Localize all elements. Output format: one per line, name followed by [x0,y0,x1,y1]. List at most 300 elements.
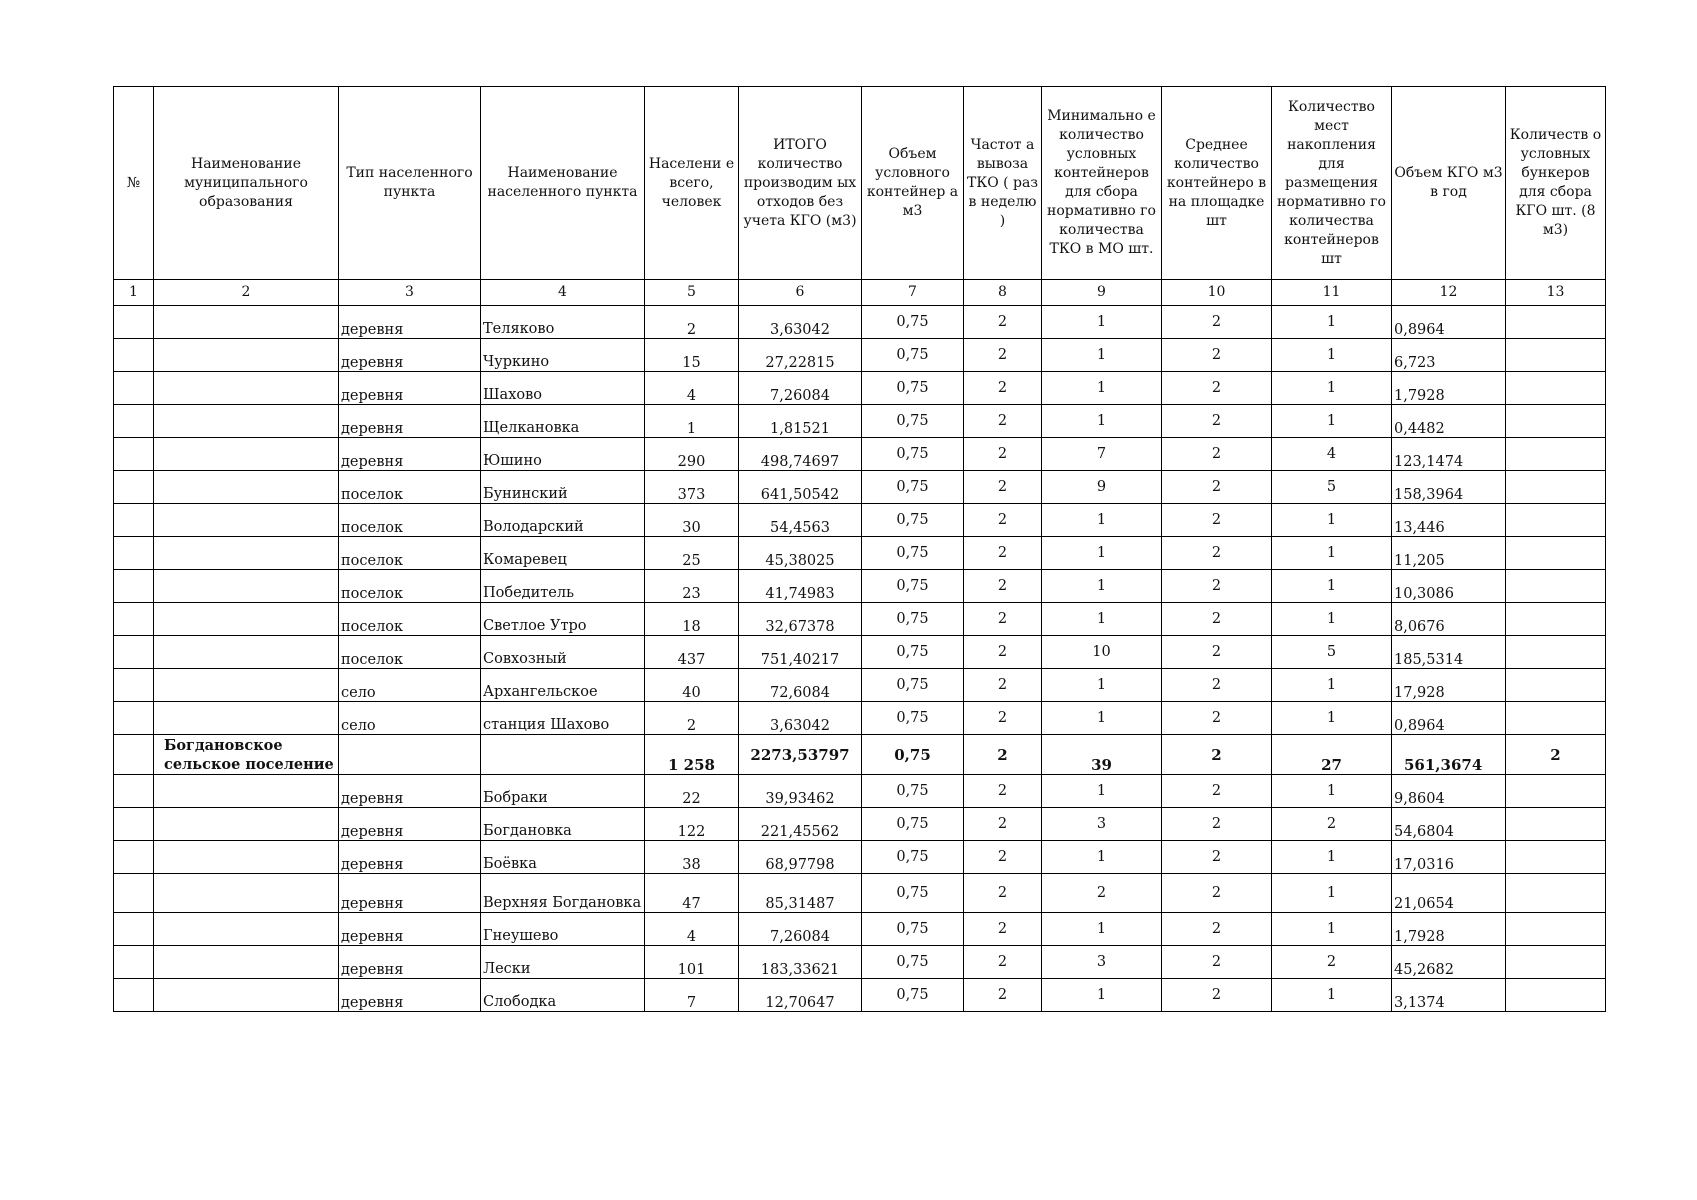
cell-population: 4 [645,372,739,405]
cell-total-waste: 183,33621 [739,946,862,979]
cell-settlement-name: Бунинский [481,471,645,504]
header-cell-container-volume: Объем условного контейнер а м3 [862,87,964,280]
cell-kgo-volume: 17,0316 [1392,841,1506,874]
cell-frequency: 2 [964,570,1042,603]
header-cell-accumulation-places: Количество мест накопления для размещения нормативно го количества контейнеров шт [1272,87,1392,280]
cell-container-volume: 0,75 [862,874,964,913]
cell-avg-containers: 2 [1162,537,1272,570]
cell-accumulation-places: 1 [1272,372,1392,405]
header-cell-kgo-bunkers: Количеств о условных бункеров для сбора КГО шт. (8 м3) [1506,87,1606,280]
cell-total-waste: 32,67378 [739,603,862,636]
cell-min-containers: 1 [1042,702,1162,735]
cell-avg-containers: 2 [1162,775,1272,808]
cell-avg-containers: 2 [1162,669,1272,702]
cell-total-waste: 221,45562 [739,808,862,841]
cell-kgo-bunkers [1506,874,1606,913]
cell-number [114,636,154,669]
cell-kgo-volume: 158,3964 [1392,471,1506,504]
cell-min-containers: 2 [1042,874,1162,913]
cell-min-containers: 3 [1042,946,1162,979]
cell-number [114,913,154,946]
cell-container-volume: 0,75 [862,979,964,1012]
cell-number [114,669,154,702]
cell-population: 101 [645,946,739,979]
cell-number [114,537,154,570]
cell-settlement-type: поселок [339,471,481,504]
cell-kgo-volume: 0,8964 [1392,306,1506,339]
cell-settlement-type: поселок [339,570,481,603]
cell-kgo-bunkers [1506,372,1606,405]
table-row [114,306,1606,339]
cell-settlement-type: село [339,702,481,735]
cell-population: 23 [645,570,739,603]
cell-frequency: 2 [964,438,1042,471]
table-row [114,669,1606,702]
cell-frequency: 2 [964,405,1042,438]
cell-number [114,471,154,504]
cell-total-waste: 7,26084 [739,913,862,946]
cell-min-containers: 1 [1042,841,1162,874]
table-row [114,808,1606,841]
cell-municipality [154,471,339,504]
cell-frequency: 2 [964,874,1042,913]
cell-avg-containers: 2 [1162,874,1272,913]
header-cell-min-containers: Минимально е количество условных контейнеров для сбора нормативно го количества ТКО в МО шт. [1042,87,1162,280]
cell-kgo-volume: 54,6804 [1392,808,1506,841]
cell-total-waste: 751,40217 [739,636,862,669]
cell-settlement-name: Совхозный [481,636,645,669]
cell-settlement-name [481,735,645,775]
table-row [114,372,1606,405]
cell-min-containers-total: 39 [1042,735,1162,775]
cell-accumulation-places: 1 [1272,504,1392,537]
cell-frequency: 2 [964,306,1042,339]
cell-municipality [154,669,339,702]
cell-settlement-type: поселок [339,537,481,570]
cell-avg-containers: 2 [1162,405,1272,438]
cell-avg-containers: 2 [1162,702,1272,735]
cell-container-volume: 0,75 [862,775,964,808]
cell-settlement-name: Шахово [481,372,645,405]
cell-kgo-volume: 13,446 [1392,504,1506,537]
cell-min-containers: 1 [1042,306,1162,339]
cell-frequency: 2 [964,504,1042,537]
cell-population: 15 [645,339,739,372]
cell-accumulation-places: 1 [1272,405,1392,438]
cell-frequency: 2 [964,946,1042,979]
cell-frequency: 2 [964,636,1042,669]
cell-settlement-name: Победитель [481,570,645,603]
cell-kgo-bunkers [1506,537,1606,570]
cell-frequency: 2 [964,603,1042,636]
cell-number [114,735,154,775]
cell-settlement-name: Теляково [481,306,645,339]
cell-accumulation-places: 1 [1272,913,1392,946]
cell-settlement-name: Юшино [481,438,645,471]
cell-min-containers: 1 [1042,570,1162,603]
cell-kgo-bunkers [1506,979,1606,1012]
header-cell-kgo-volume: Объем КГО м3 в год [1392,87,1506,280]
cell-settlement-type: деревня [339,306,481,339]
table-row [114,702,1606,735]
cell-settlement-name: Володарский [481,504,645,537]
cell-kgo-volume: 1,7928 [1392,913,1506,946]
cell-kgo-bunkers [1506,504,1606,537]
cell-municipality [154,570,339,603]
table-row [114,874,1606,913]
cell-accumulation-places: 2 [1272,946,1392,979]
cell-population: 7 [645,979,739,1012]
table-row [114,471,1606,504]
cell-accumulation-places: 5 [1272,636,1392,669]
cell-municipality [154,339,339,372]
table-row [114,438,1606,471]
cell-container-volume: 0,75 [862,841,964,874]
cell-settlement-type: село [339,669,481,702]
cell-population: 2 [645,306,739,339]
cell-min-containers: 1 [1042,913,1162,946]
cell-accumulation-places: 1 [1272,669,1392,702]
cell-container-volume: 0,75 [862,372,964,405]
cell-accumulation-places: 1 [1272,339,1392,372]
cell-population: 22 [645,775,739,808]
cell-frequency: 2 [964,735,1042,775]
cell-population: 4 [645,913,739,946]
cell-min-containers: 1 [1042,669,1162,702]
cell-accumulation-places: 1 [1272,775,1392,808]
cell-municipality [154,946,339,979]
cell-total-waste: 641,50542 [739,471,862,504]
cell-municipality [154,504,339,537]
cell-container-volume: 0,75 [862,735,964,775]
cell-municipality [154,405,339,438]
cell-kgo-bunkers [1506,669,1606,702]
cell-municipality [154,438,339,471]
cell-population: 1 [645,405,739,438]
cell-settlement-type: поселок [339,504,481,537]
cell-kgo-volume: 0,8964 [1392,702,1506,735]
cell-avg-containers: 2 [1162,570,1272,603]
cell-settlement-type: деревня [339,841,481,874]
cell-min-containers: 3 [1042,808,1162,841]
cell-avg-containers: 2 [1162,636,1272,669]
header-cell-settlement-name: Наименование населенного пункта [481,87,645,280]
cell-total-waste: 7,26084 [739,372,862,405]
table-row [114,603,1606,636]
column-number: 4 [481,280,645,306]
cell-population: 18 [645,603,739,636]
cell-min-containers: 7 [1042,438,1162,471]
cell-kgo-volume: 8,0676 [1392,603,1506,636]
cell-accumulation-places: 5 [1272,471,1392,504]
column-number-row [114,280,1606,306]
cell-frequency: 2 [964,979,1042,1012]
cell-kgo-volume: 0,4482 [1392,405,1506,438]
cell-settlement-type: поселок [339,636,481,669]
cell-total-waste: 72,6084 [739,669,862,702]
cell-frequency: 2 [964,808,1042,841]
cell-population: 373 [645,471,739,504]
cell-kgo-bunkers [1506,405,1606,438]
cell-kgo-bunkers [1506,702,1606,735]
cell-total-waste: 68,97798 [739,841,862,874]
cell-container-volume: 0,75 [862,405,964,438]
cell-min-containers: 1 [1042,339,1162,372]
header-cell-population: Населени е всего, человек [645,87,739,280]
column-number: 6 [739,280,862,306]
cell-total-waste: 27,22815 [739,339,862,372]
header-row [114,87,1606,280]
cell-kgo-volume: 11,205 [1392,537,1506,570]
cell-container-volume: 0,75 [862,438,964,471]
cell-population: 290 [645,438,739,471]
table-row [114,775,1606,808]
cell-kgo-volume: 123,1474 [1392,438,1506,471]
cell-settlement-name: Богдановка [481,808,645,841]
cell-number [114,874,154,913]
cell-accumulation-places: 2 [1272,808,1392,841]
cell-accumulation-places: 1 [1272,979,1392,1012]
cell-settlement-name: Светлое Утро [481,603,645,636]
cell-container-volume: 0,75 [862,946,964,979]
cell-avg-containers: 2 [1162,471,1272,504]
table-row [114,979,1606,1012]
cell-avg-containers: 2 [1162,946,1272,979]
cell-avg-containers: 2 [1162,372,1272,405]
cell-accumulation-places: 1 [1272,874,1392,913]
column-number: 2 [154,280,339,306]
cell-kgo-volume: 6,723 [1392,339,1506,372]
cell-total-waste: 41,74983 [739,570,862,603]
table-row [114,339,1606,372]
cell-population: 40 [645,669,739,702]
cell-municipality-name: Богдановское сельское поселение [154,735,339,775]
cell-settlement-type: деревня [339,339,481,372]
cell-number [114,808,154,841]
cell-number [114,339,154,372]
table-row [114,570,1606,603]
cell-container-volume: 0,75 [862,339,964,372]
cell-municipality [154,306,339,339]
cell-container-volume: 0,75 [862,504,964,537]
cell-min-containers: 10 [1042,636,1162,669]
cell-population: 122 [645,808,739,841]
cell-kgo-bunkers [1506,438,1606,471]
cell-min-containers: 1 [1042,537,1162,570]
cell-container-volume: 0,75 [862,471,964,504]
cell-container-volume: 0,75 [862,603,964,636]
cell-total-waste-sum: 2273,53797 [739,735,862,775]
cell-kgo-bunkers [1506,306,1606,339]
cell-container-volume: 0,75 [862,570,964,603]
cell-container-volume: 0,75 [862,702,964,735]
cell-frequency: 2 [964,775,1042,808]
cell-population-total: 1 258 [645,735,739,775]
cell-population: 437 [645,636,739,669]
cell-number [114,405,154,438]
cell-kgo-volume: 17,928 [1392,669,1506,702]
cell-settlement-name: Боёвка [481,841,645,874]
cell-municipality [154,372,339,405]
column-number: 11 [1272,280,1392,306]
cell-kgo-bunkers [1506,775,1606,808]
column-number: 9 [1042,280,1162,306]
cell-kgo-volume: 3,1374 [1392,979,1506,1012]
cell-min-containers: 1 [1042,979,1162,1012]
cell-settlement-type: деревня [339,874,481,913]
cell-avg-containers: 2 [1162,735,1272,775]
cell-container-volume: 0,75 [862,306,964,339]
cell-min-containers: 1 [1042,405,1162,438]
header-cell-avg-containers: Среднее количество контейнеро в на площадке шт [1162,87,1272,280]
table-row [114,636,1606,669]
cell-settlement-name: Верхняя Богдановка [481,874,645,913]
cell-settlement-type: деревня [339,775,481,808]
cell-population: 38 [645,841,739,874]
cell-total-waste: 85,31487 [739,874,862,913]
header-cell-municipality: Наименование муниципального образования [154,87,339,280]
cell-avg-containers: 2 [1162,504,1272,537]
cell-municipality [154,841,339,874]
cell-number [114,702,154,735]
waste-register-table [113,86,1606,1012]
cell-municipality [154,702,339,735]
cell-container-volume: 0,75 [862,636,964,669]
cell-frequency: 2 [964,372,1042,405]
cell-settlement-type: деревня [339,808,481,841]
cell-kgo-bunkers-total: 2 [1506,735,1606,775]
column-number: 10 [1162,280,1272,306]
cell-settlement-type: деревня [339,405,481,438]
cell-total-waste: 498,74697 [739,438,862,471]
cell-min-containers: 1 [1042,775,1162,808]
column-number: 8 [964,280,1042,306]
cell-frequency: 2 [964,471,1042,504]
cell-total-waste: 54,4563 [739,504,862,537]
cell-kgo-bunkers [1506,636,1606,669]
column-number: 3 [339,280,481,306]
cell-frequency: 2 [964,913,1042,946]
cell-municipality [154,979,339,1012]
cell-settlement-name: Гнеушево [481,913,645,946]
cell-population: 2 [645,702,739,735]
cell-municipality [154,636,339,669]
cell-accumulation-places: 1 [1272,702,1392,735]
cell-accumulation-places: 1 [1272,603,1392,636]
cell-municipality [154,775,339,808]
cell-container-volume: 0,75 [862,913,964,946]
cell-settlement-type: деревня [339,372,481,405]
cell-number [114,775,154,808]
cell-avg-containers: 2 [1162,841,1272,874]
cell-kgo-bunkers [1506,808,1606,841]
cell-settlement-name: Комаревец [481,537,645,570]
cell-kgo-bunkers [1506,570,1606,603]
cell-municipality [154,874,339,913]
cell-kgo-bunkers [1506,471,1606,504]
cell-min-containers: 1 [1042,372,1162,405]
column-number: 7 [862,280,964,306]
cell-total-waste: 3,63042 [739,702,862,735]
cell-settlement-name: Бобраки [481,775,645,808]
cell-kgo-bunkers [1506,913,1606,946]
cell-settlement-name: Лески [481,946,645,979]
cell-municipality [154,808,339,841]
table-row [114,405,1606,438]
header-cell-frequency: Частот а вывоза ТКО ( раз в неделю ) [964,87,1042,280]
table-body [114,306,1606,1012]
header-cell-total-waste: ИТОГО количество производим ых отходов без учета КГО (м3) [739,87,862,280]
cell-accumulation-places: 1 [1272,841,1392,874]
cell-settlement-name: Чуркино [481,339,645,372]
cell-accumulation-places: 1 [1272,570,1392,603]
cell-settlement-type: деревня [339,979,481,1012]
table-row [114,537,1606,570]
cell-number [114,438,154,471]
cell-kgo-volume: 21,0654 [1392,874,1506,913]
cell-frequency: 2 [964,339,1042,372]
cell-population: 47 [645,874,739,913]
cell-avg-containers: 2 [1162,979,1272,1012]
cell-kgo-bunkers [1506,603,1606,636]
cell-accumulation-places-total: 27 [1272,735,1392,775]
cell-total-waste: 3,63042 [739,306,862,339]
cell-settlement-type: деревня [339,438,481,471]
cell-frequency: 2 [964,702,1042,735]
table-row [114,913,1606,946]
cell-container-volume: 0,75 [862,669,964,702]
cell-kgo-bunkers [1506,946,1606,979]
cell-avg-containers: 2 [1162,438,1272,471]
cell-kgo-bunkers [1506,339,1606,372]
table-row [114,841,1606,874]
cell-accumulation-places: 4 [1272,438,1392,471]
cell-settlement-type: деревня [339,913,481,946]
cell-number [114,979,154,1012]
cell-number [114,504,154,537]
header-cell-settlement-type: Тип населенного пункта [339,87,481,280]
cell-number [114,946,154,979]
column-number: 12 [1392,280,1506,306]
header-cell-number: № [114,87,154,280]
cell-settlement-type: поселок [339,603,481,636]
cell-accumulation-places: 1 [1272,537,1392,570]
cell-kgo-volume: 1,7928 [1392,372,1506,405]
cell-settlement-type: деревня [339,946,481,979]
cell-number [114,306,154,339]
cell-avg-containers: 2 [1162,603,1272,636]
cell-settlement-name: Архангельское [481,669,645,702]
cell-municipality [154,913,339,946]
cell-number [114,603,154,636]
column-number: 1 [114,280,154,306]
cell-number [114,841,154,874]
cell-number [114,372,154,405]
cell-kgo-volume-total: 561,3674 [1392,735,1506,775]
cell-settlement-name: Слободка [481,979,645,1012]
cell-kgo-volume: 45,2682 [1392,946,1506,979]
cell-container-volume: 0,75 [862,537,964,570]
cell-settlement-type [339,735,481,775]
cell-kgo-volume: 9,8604 [1392,775,1506,808]
cell-kgo-bunkers [1506,841,1606,874]
cell-frequency: 2 [964,841,1042,874]
cell-frequency: 2 [964,669,1042,702]
cell-number [114,570,154,603]
column-number: 13 [1506,280,1606,306]
cell-frequency: 2 [964,537,1042,570]
cell-avg-containers: 2 [1162,306,1272,339]
